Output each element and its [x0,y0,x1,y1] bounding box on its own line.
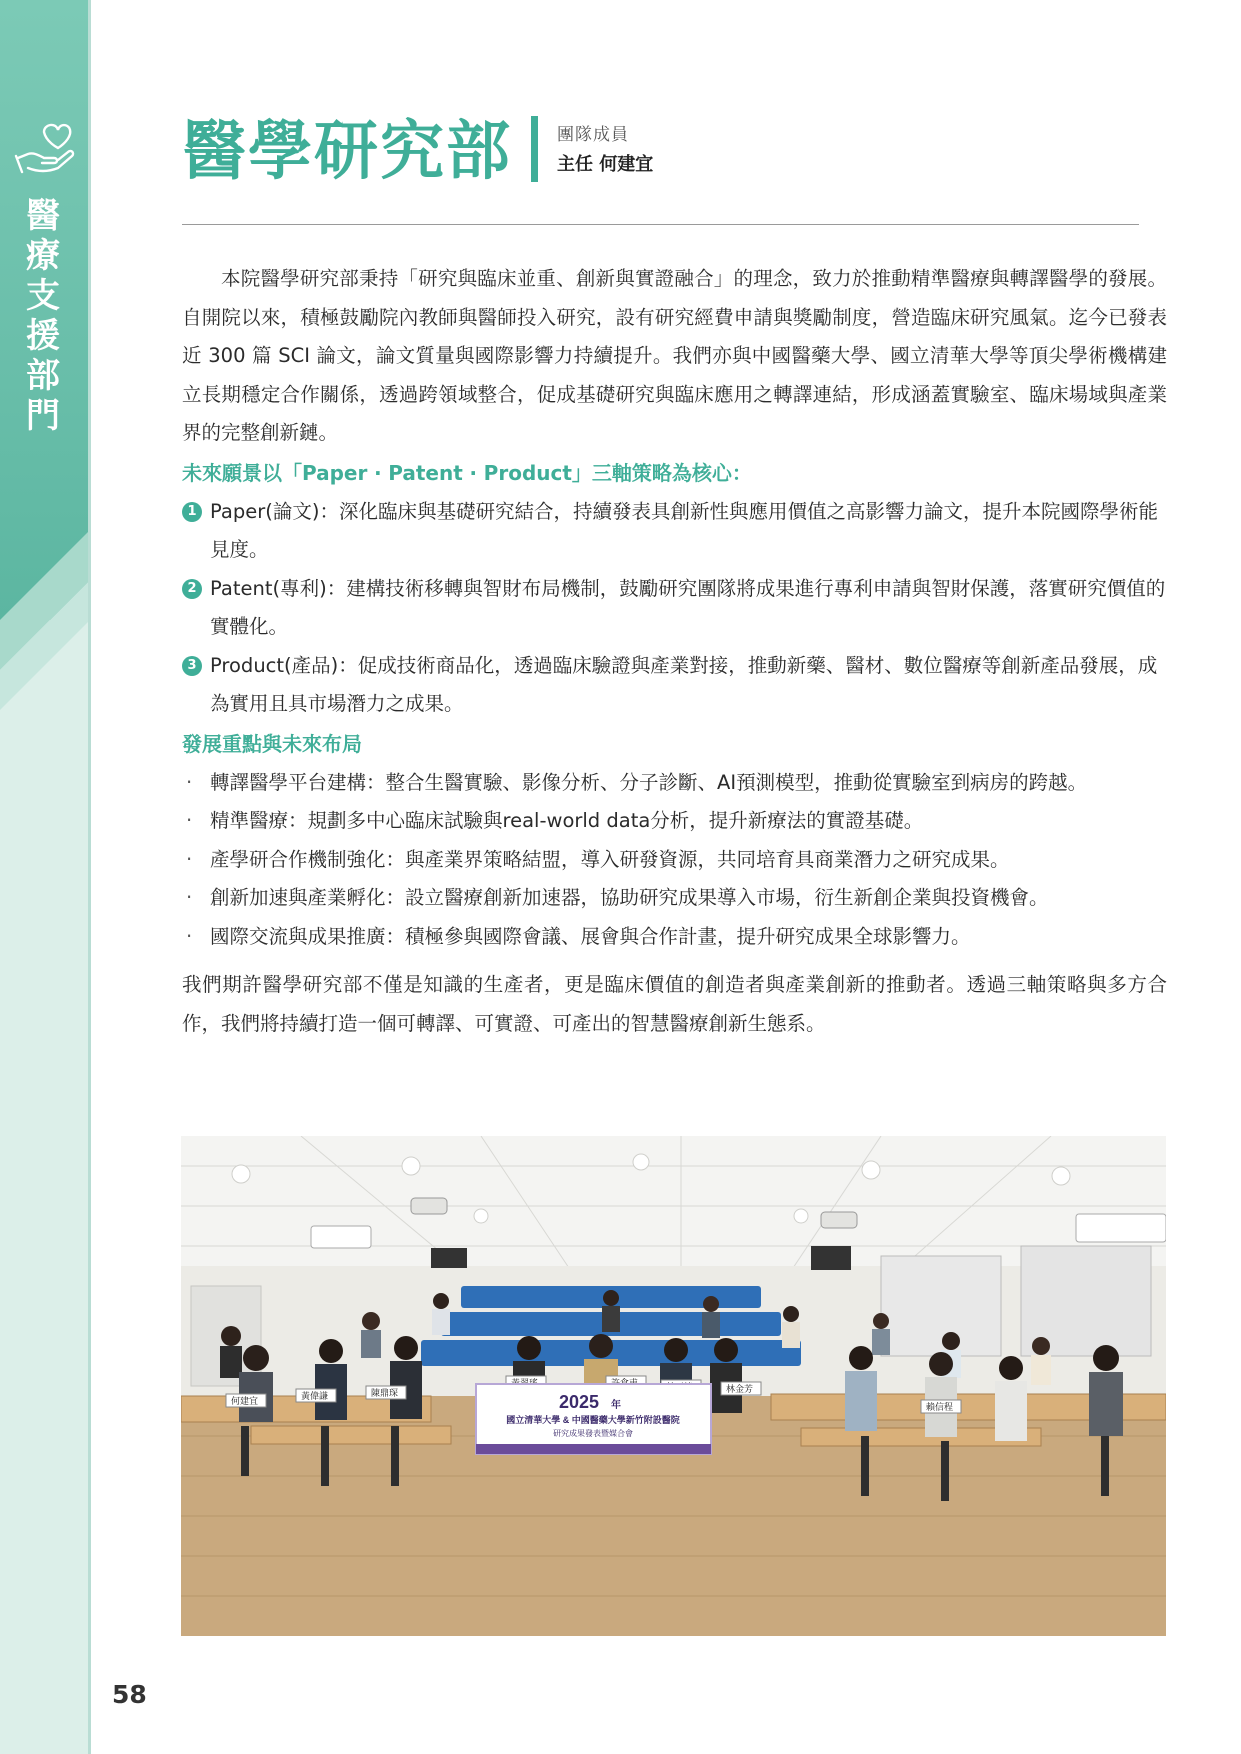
sidebar-section-title: 醫療支援部門 [26,196,62,436]
name-card: 何建宜 [231,1396,259,1406]
bullet-dot-icon: ‧ [186,886,193,909]
closing-paragraph: 我們期許醫學研究部不僅是知識的生產者，更是臨床價值的創造者與產業創新的推動者。透過三軸策略與多方合作，我們將持續打造一個可轉譯、可實證、可產出的智慧醫療創新生態系。 [182,973,1167,1035]
sidebar [0,0,90,1754]
title-divider-bar [531,116,538,182]
vision-item [182,570,1167,647]
vision-item-text: Patent(專利)：建構技術移轉與智財布局機制，鼓勵研究團隊將成果進行專利申請與智財保護，落實研究價值的實體化。 [210,576,1166,638]
sidebar-diagonal-stripes [0,470,90,730]
vision-item [182,647,1167,724]
number-badge-icon: 3 [182,656,202,676]
name-card: 陳鼎琛 [371,1388,399,1398]
event-banner [476,1384,711,1454]
header-rule [182,224,1139,225]
hand-heart-icon [14,118,78,182]
focus-item [182,802,1167,841]
intro-paragraph: 本院醫學研究部秉持「研究與臨床並重、創新與實證融合」的理念，致力於推動精準醫療與轉譯醫學的發展。自開院以來，積極鼓勵院內教師與醫師投入研究，設有研究經費申請與獎勵制度，營造臨床研究風氣。迄今已發表近 300 篇 SCI 論文，論文質量與國際影響力持續提升。我們亦與中國醫藥大學、國立清華大學等頂尖學術機構建立長期穩定合作關係，透過跨領域整合，促成基礎研究與臨床應用之轉譯連結，形成涵蓋實驗室、臨床場域與產業界的完整創新鏈。 [182,267,1167,444]
number-badge-icon: 1 [182,502,202,522]
vision-item [182,493,1167,570]
bullet-dot-icon: ‧ [186,847,193,871]
vision-item-text: Product(產品)：促成技術商品化，透過臨床驗證與產業對接，推動新藥、醫材、數位醫療等創新產品發展，成為實用且具市場潛力之成果。 [210,653,1158,715]
focus-item-text: 產學研合作機制強化：與產業界策略結盟，導入研發資源，共同培育具商業潛力之研究成果。 [210,847,1010,871]
name-card: 林金芳 [726,1384,754,1394]
banner-year-suffix: 年 [611,1400,621,1411]
article-body [182,260,1167,1043]
group-photo [181,1136,1166,1636]
focus-heading: 發展重點與未來布局 [182,731,362,756]
focus-item [182,918,1167,957]
bullet-dot-icon: ‧ [186,809,193,832]
banner-title: 國立清華大學 & 中國醫藥大學新竹附設醫院 [506,1415,680,1425]
vision-item-text: Paper(論文)：深化臨床與基礎研究結合，持續發表具創新性與應用價值之高影響力論文，提升本院國際學術能見度。 [210,499,1158,561]
focus-item-text: 創新加速與產業孵化：設立醫療創新加速器，協助研究成果導入市場，衍生新創企業與投資機會。 [210,886,1049,909]
name-card: 賴信程 [926,1402,954,1412]
director-name: 主任 何建宜 [557,154,654,175]
bullet-dot-icon: ‧ [186,924,193,948]
banner-year: 2025 [558,1392,600,1412]
sidebar-divider [88,0,91,1754]
focus-item [182,841,1167,880]
name-card: 黃偉謙 [301,1391,329,1401]
page-number: 58 [112,1680,147,1709]
page-title: 醫學研究部 [182,114,512,189]
focus-item-text: 轉譯醫學平台建構：整合生醫實驗、影像分析、分子診斷、AI預測模型，推動從實驗室到病房的跨越。 [210,770,1088,794]
bullet-dot-icon: ‧ [186,770,193,794]
banner-subtitle: 研究成果發表暨媒合會 [553,1429,633,1438]
vision-heading: 未來願景以「Paper ‧ Patent ‧ Product」三軸策略為核心： [182,460,752,485]
focus-item-text: 精準醫療：規劃多中心臨床試驗與real-world data分析，提升新療法的實證基礎。 [210,809,924,832]
focus-item [182,764,1167,803]
team-label: 團隊成員 [557,125,629,145]
focus-item-text: 國際交流與成果推廣：積極參與國際會議、展會與合作計畫，提升研究成果全球影響力。 [210,924,971,948]
focus-item [182,879,1167,918]
number-badge-icon: 2 [182,579,202,599]
